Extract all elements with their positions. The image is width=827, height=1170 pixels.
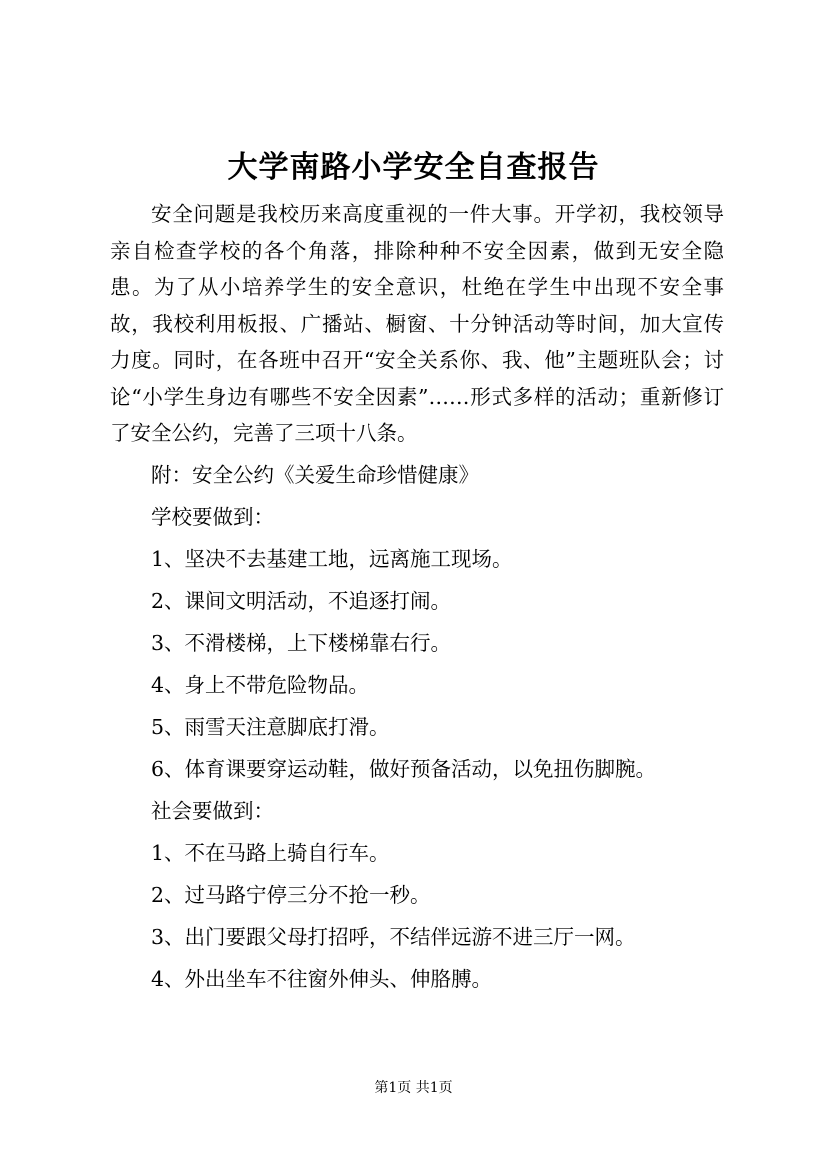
society-item: 3、出门要跟父母打招呼，不结伴远游不进三厅一网。 [151,925,636,949]
school-item: 2、课间文明活动，不追逐打闹。 [151,589,452,613]
appendix-line: 附：安全公约《关爱生命珍惜健康》 [151,463,479,487]
school-item: 1、坚决不去基建工地，远离施工现场。 [151,547,513,571]
document-body [110,196,724,998]
society-item: 1、不在马路上骑自行车。 [151,841,390,865]
school-heading: 学校要做到： [151,505,274,529]
school-item: 4、身上不带危险物品。 [151,673,370,697]
school-item: 3、不滑楼梯，上下楼梯靠右行。 [151,631,452,655]
society-item: 2、过马路宁停三分不抢一秒。 [151,883,431,907]
society-heading: 社会要做到： [151,799,274,823]
school-item: 5、雨雪天注意脚底打滑。 [151,715,390,739]
society-item: 4、外出坐车不往窗外伸头、伸胳膊。 [151,967,493,991]
intro-paragraph: 安全问题是我校历来高度重视的一件大事。开学初，我校领导亲自检查学校的各个角落，排除种种不安全因素，做到无安全隐患。为了从小培养学生的安全意识，杜绝在学生中出现不安全事故，我校利用板报、广播站、橱窗、十分钟活动等时间，加大宣传力度。同时，在各班中召开“安全关系你、我、他”主题班队会；讨论“小学生身边有哪些不安全因素”……形式多样的活动；重新修订了安全公约，完善了三项十八条。 [110,202,724,445]
school-item: 6、体育课要穿运动鞋，做好预备活动，以免扭伤脚腕。 [151,757,657,781]
document-title: 大学南路小学安全自查报告 [227,150,600,185]
page-footer: 第1页 共1页 [374,1080,453,1096]
